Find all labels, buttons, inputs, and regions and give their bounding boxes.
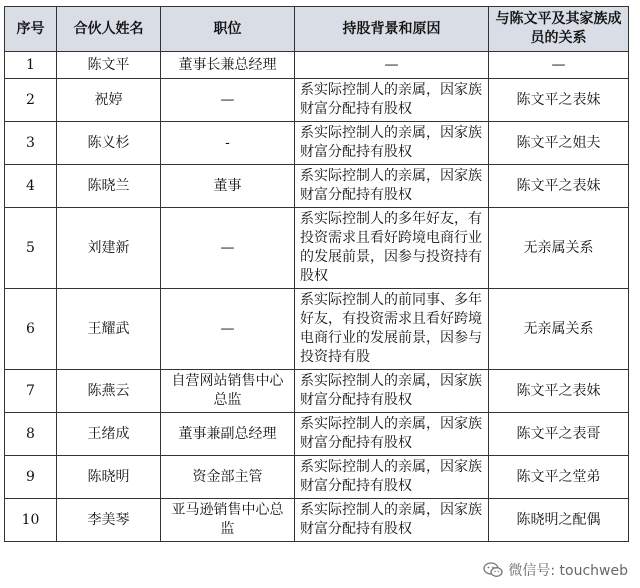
table-row [5,165,629,208]
header-name: 合伙人姓名 [57,7,161,52]
row-title: 资金部主管 [161,456,295,499]
row-background: 系实际控制人的亲属，因家族财富分配持有股权 [295,165,489,208]
row-no: 3 [5,122,57,165]
row-title: 董事兼副总经理 [161,413,295,456]
row-background: — [295,52,489,79]
table-row [5,122,629,165]
row-background: 系实际控制人的亲属，因家族财富分配持有股权 [295,122,489,165]
table-row [5,456,629,499]
table-row [5,499,629,542]
row-no: 1 [5,52,57,79]
row-no: 4 [5,165,57,208]
header-background: 持股背景和原因 [295,7,489,52]
table-row [5,413,629,456]
row-name: 刘建新 [57,208,161,289]
row-title: - [161,122,295,165]
row-relation: 陈文平之表哥 [489,413,629,456]
row-background: 系实际控制人的亲属，因家族财富分配持有股权 [295,79,489,122]
row-title: 董事 [161,165,295,208]
table-row [5,370,629,413]
row-background: 系实际控制人的前同事、多年好友，有投资需求且看好跨境电商行业的发展前景，因参与投资持有股 [295,289,489,370]
row-title: — [161,79,295,122]
row-background: 系实际控制人的多年好友，有投资需求且看好跨境电商行业的发展前景，因参与投资持有股权 [295,208,489,289]
row-name: 陈文平 [57,52,161,79]
row-title: — [161,208,295,289]
table-header-row [5,7,629,52]
row-background: 系实际控制人的亲属，因家族财富分配持有股权 [295,456,489,499]
table-row [5,208,629,289]
row-title: 亚马逊销售中心总监 [161,499,295,542]
row-relation: 无亲属关系 [489,289,629,370]
row-relation: 陈文平之表妹 [489,165,629,208]
row-name: 陈晓兰 [57,165,161,208]
row-no: 5 [5,208,57,289]
row-background: 系实际控制人的亲属，因家族财富分配持有股权 [295,413,489,456]
row-relation: — [489,52,629,79]
row-name: 陈晓明 [57,456,161,499]
row-relation: 陈文平之表妹 [489,370,629,413]
row-name: 祝婷 [57,79,161,122]
wechat-watermark [483,560,628,580]
row-no: 7 [5,370,57,413]
row-no: 6 [5,289,57,370]
row-background: 系实际控制人的亲属，因家族财富分配持有股权 [295,499,489,542]
header-title: 职位 [161,7,295,52]
row-title: 自营网站销售中心总监 [161,370,295,413]
partners-table [4,6,629,542]
row-relation: 陈文平之堂弟 [489,456,629,499]
header-no: 序号 [5,7,57,52]
row-title: 董事长兼总经理 [161,52,295,79]
row-name: 陈燕云 [57,370,161,413]
table-row [5,52,629,79]
row-no: 2 [5,79,57,122]
row-relation: 无亲属关系 [489,208,629,289]
row-no: 10 [5,499,57,542]
row-name: 王耀武 [57,289,161,370]
watermark-text: 微信号: touchweb [508,563,628,579]
row-name: 王绪成 [57,413,161,456]
row-no: 9 [5,456,57,499]
row-no: 8 [5,413,57,456]
row-name: 陈义杉 [57,122,161,165]
table-row [5,289,629,370]
table-row [5,79,629,122]
wechat-icon [483,562,503,578]
row-relation: 陈文平之姐夫 [489,122,629,165]
header-relation: 与陈文平及其家族成员的关系 [489,7,629,52]
row-title: — [161,289,295,370]
row-name: 李美琴 [57,499,161,542]
row-relation: 陈晓明之配偶 [489,499,629,542]
row-relation: 陈文平之表妹 [489,79,629,122]
row-background: 系实际控制人的亲属，因家族财富分配持有股权 [295,370,489,413]
